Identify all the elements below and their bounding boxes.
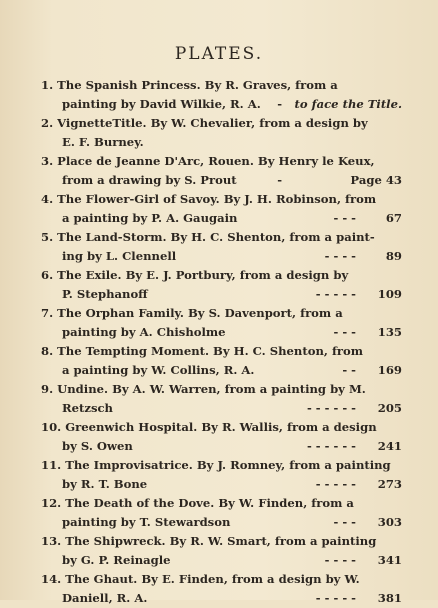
plate-entry-line2 — [41, 247, 402, 266]
plate-entry-line1: 13. The Shipwreck. By R. W. Smart, from a painting — [41, 534, 377, 548]
plate-entry — [41, 114, 402, 152]
leader-dashes: - - - - - - — [306, 401, 356, 415]
plate-entry-line2 — [41, 323, 402, 342]
plate-entry — [41, 228, 402, 266]
leader-dashes: - - - - — [324, 249, 356, 263]
page-number: 67 — [385, 211, 402, 225]
plate-entry-credit: P. Stephanoff — [62, 287, 148, 301]
plate-entry-line2 — [41, 209, 402, 228]
plate-entry — [41, 532, 402, 570]
plate-entry-credit: painting by A. Chisholme — [62, 325, 226, 339]
plate-entry-line1: 2. VignetteTitle. By W. Chevalier, from a design by — [41, 116, 368, 130]
plate-entry-credit: E. F. Burney. — [62, 135, 144, 149]
plate-entry-line1: 3. Place de Jeanne D'Arc, Rouen. By Henry le Keux, — [41, 154, 375, 168]
plate-entry — [41, 342, 402, 380]
page-number: 273 — [377, 477, 402, 491]
page-number: 303 — [377, 515, 402, 529]
leader-dashes: - - - — [333, 211, 356, 225]
leader-dashes: - - — [342, 363, 356, 377]
leader-dashes: - - - — [333, 325, 356, 339]
plate-entry-line2 — [41, 475, 402, 494]
plate-entry — [41, 570, 402, 608]
page-title: PLATES. — [174, 44, 264, 64]
page-number: 89 — [385, 249, 402, 263]
plate-entry — [41, 76, 402, 114]
plate-entry — [41, 266, 402, 304]
page-number: to face the Title. — [294, 97, 402, 111]
plate-entry-line2 — [41, 589, 402, 608]
plate-entry-line2 — [41, 399, 402, 418]
plate-entry-line1: 12. The Death of the Dove. By W. Finden, from a — [41, 496, 354, 510]
plate-entry-line2 — [41, 551, 402, 570]
page-number: 109 — [377, 287, 402, 301]
plate-entry — [41, 380, 402, 418]
plate-entry — [41, 494, 402, 532]
plate-entry-line1: 6. The Exile. By E. J. Portbury, from a design by — [41, 268, 349, 282]
page-number: 381 — [377, 591, 402, 605]
leader-dashes: - - - - - — [315, 477, 356, 491]
plate-entry-line2 — [41, 171, 402, 190]
leader-dashes: - - - - - — [315, 287, 356, 301]
plate-entry-line1: 4. The Flower-Girl of Savoy. By J. H. Robinson, from — [41, 192, 377, 206]
plate-entry-line2 — [41, 133, 402, 152]
plate-entry-credit: by G. P. Reinagle — [62, 553, 171, 567]
plate-entry-credit: a painting by P. A. Gaugain — [62, 211, 238, 225]
plate-entry-credit: by R. T. Bone — [62, 477, 148, 491]
plate-entry-line2 — [41, 361, 402, 380]
plate-entry-credit: ing by L. Clennell — [62, 249, 177, 263]
plate-entry-credit: painting by T. Stewardson — [62, 515, 231, 529]
plate-entry-line1: 8. The Tempting Moment. By H. C. Shenton, from — [41, 344, 364, 358]
leader-dashes: - - - - - — [315, 591, 356, 605]
plate-entry — [41, 456, 402, 494]
plate-entry-line1: 7. The Orphan Family. By S. Davenport, from a — [41, 306, 343, 320]
plate-entry-credit: by S. Owen — [62, 439, 133, 453]
plate-entry-credit: painting by David Wilkie, R. A. — [62, 97, 261, 111]
plate-entry-line1: 9. Undine. By A. W. Warren, from a painting by M. — [41, 382, 366, 396]
plate-entry — [41, 304, 402, 342]
page-number: Page 43 — [350, 173, 402, 187]
page-number: 169 — [377, 363, 402, 377]
leader-dashes: - — [277, 173, 282, 187]
page-number: 341 — [377, 553, 402, 567]
plates-list — [41, 76, 402, 608]
plate-entry-line2 — [41, 95, 402, 114]
page-number: 241 — [377, 439, 402, 453]
plate-entry-line2 — [41, 285, 402, 304]
plate-entry-line1: 10. Greenwich Hospital. By R. Wallis, from a design — [41, 420, 377, 434]
plate-entry-line1: 1. The Spanish Princess. By R. Graves, from a — [41, 78, 338, 92]
leader-dashes: - - - - - - — [306, 439, 356, 453]
leader-dashes: - - - - — [324, 553, 356, 567]
plate-entry — [41, 190, 402, 228]
plate-entry-line1: 14. The Ghaut. By E. Finden, from a design by W. — [41, 572, 360, 586]
plate-entry-credit: a painting by W. Collins, R. A. — [62, 363, 255, 377]
plate-entry-credit: Daniell, R. A. — [62, 591, 148, 605]
plate-entry-line1: 11. The Improvisatrice. By J. Romney, from a painting — [41, 458, 391, 472]
plate-entry-line2 — [41, 513, 402, 532]
plate-entry-line2 — [41, 437, 402, 456]
plate-entry-line1: 5. The Land-Storm. By H. C. Shenton, from a paint- — [41, 230, 375, 244]
plate-entry — [41, 152, 402, 190]
plate-entry — [41, 418, 402, 456]
plate-entry-credit: Retzsch — [62, 401, 113, 415]
page-number: 205 — [377, 401, 402, 415]
page-number: 135 — [377, 325, 402, 339]
plate-entry-credit: from a drawing by S. Prout — [62, 173, 237, 187]
leader-dashes: - - - — [333, 515, 356, 529]
leader-dashes: - — [277, 97, 282, 111]
